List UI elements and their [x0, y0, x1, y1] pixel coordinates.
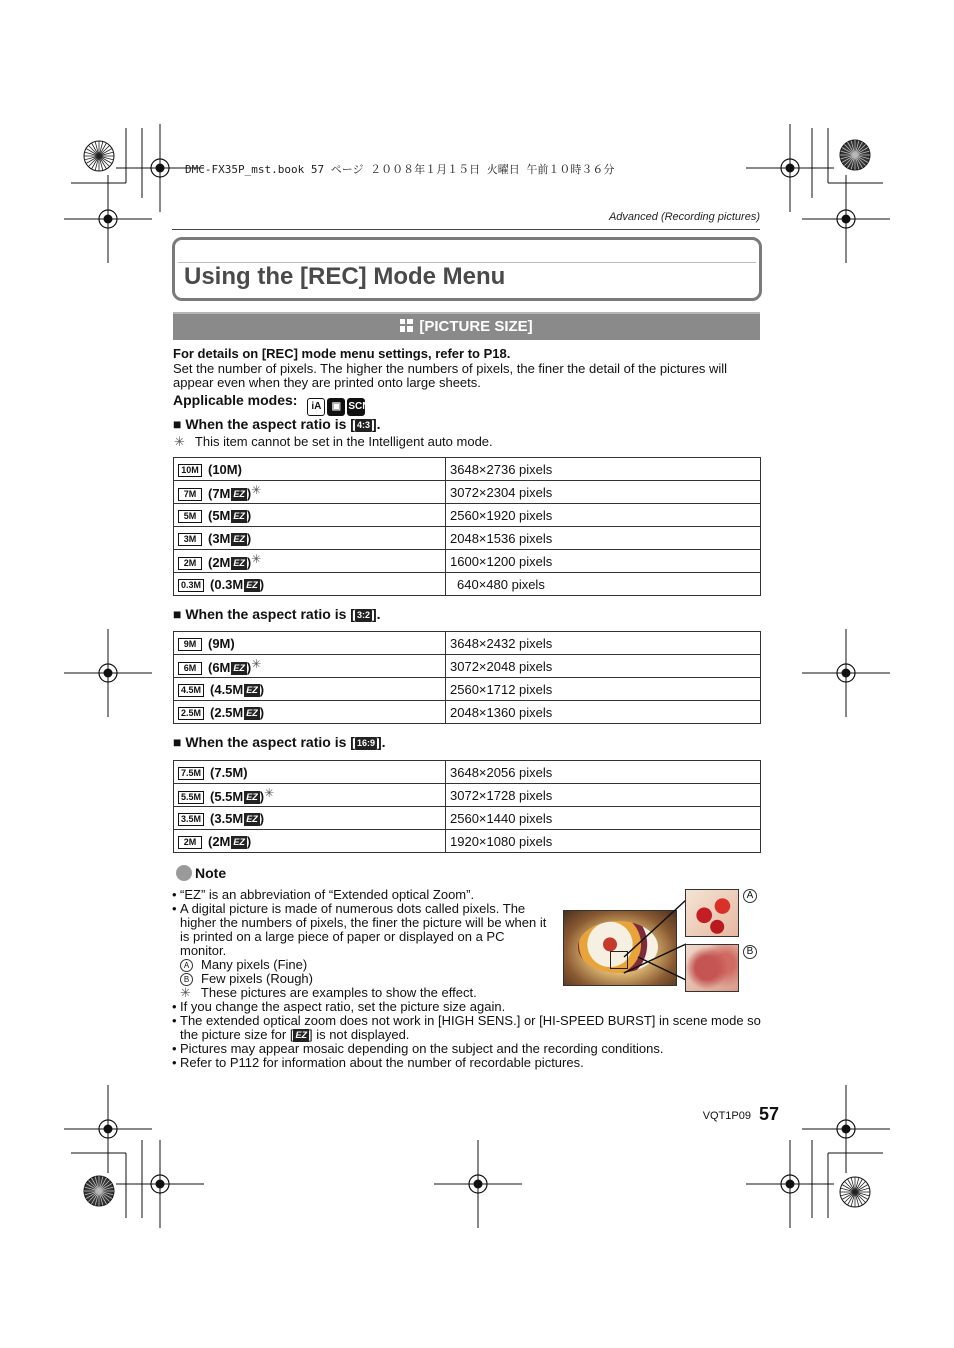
size-name-cell [174, 655, 446, 678]
size-table-16-9 [173, 760, 761, 853]
size-label: (10M) [208, 461, 242, 477]
ez-icon: EZ [233, 558, 245, 568]
size-label-close: ) [259, 789, 265, 804]
size-table-3-2 [173, 631, 761, 724]
ez-icon: EZ [233, 836, 245, 847]
size-row [174, 481, 761, 504]
size-name-cell [174, 761, 446, 784]
size-row [174, 678, 761, 701]
pixels-cell: 2048×1360 pixels [446, 701, 761, 724]
size-name-cell [174, 458, 446, 481]
label-b-icon: B [180, 973, 193, 986]
note-icon [176, 865, 192, 881]
scene-mode-icon: SCN [347, 398, 365, 416]
picture-size-icon: 4.5M [178, 684, 204, 697]
aspect-heading-text: ■ When the aspect ratio is [ [173, 734, 355, 750]
size-label: (3.5M [210, 810, 244, 826]
pixels-cell: 1920×1080 pixels [446, 830, 761, 853]
menu-item-heading [173, 318, 760, 335]
note-item: • Pictures may appear mosaic depending on the subject and the recording conditions. [172, 1042, 762, 1056]
menu-item-bar [173, 312, 760, 340]
size-name-cell [174, 784, 446, 807]
size-label-close: ) [246, 507, 252, 523]
header-rule [172, 229, 760, 230]
size-name-cell [174, 830, 446, 853]
size-label-close: ) [246, 833, 252, 849]
menu-item-label: [PICTURE SIZE] [419, 318, 533, 335]
camera-mode-icon: ▣ [327, 398, 345, 416]
picture-size-icon: 6M [178, 662, 202, 675]
size-label-close: ) [259, 576, 265, 592]
size-row [174, 550, 761, 573]
pixels-cell: 3648×2432 pixels [446, 632, 761, 655]
ez-icon: EZ [246, 684, 258, 695]
size-name-cell [174, 701, 446, 724]
ez-icon: EZ [233, 663, 245, 673]
pixels-cell: 2560×1712 pixels [446, 678, 761, 701]
size-row [174, 527, 761, 550]
pixels-cell: 2048×1536 pixels [446, 527, 761, 550]
size-label: (3M [208, 530, 231, 546]
pixels-cell: 1600×1200 pixels [446, 550, 761, 573]
aspect-16-9-icon: 16:9 [356, 738, 375, 748]
page-title: Using the [REC] Mode Menu [184, 263, 506, 290]
pixels-cell: 640×480 pixels [446, 573, 761, 596]
size-label-close: ) [259, 704, 265, 720]
size-row [174, 573, 761, 596]
note-item-text-end: ] is not displayed. [308, 1027, 410, 1042]
size-name-cell [174, 550, 446, 573]
note-item: • A digital picture is made of numerous dots called pixels. The higher the numbers of pixels, the finer the picture will be when it is printed on a large piece of paper or displayed on a PC monitor. [172, 902, 552, 958]
footnote-text: This item cannot be set in the Intelligent auto mode. [194, 434, 493, 449]
size-label: (2.5M [210, 704, 244, 720]
aspect-heading-end: ]. [371, 606, 381, 622]
aspect-heading-16-9 [173, 734, 386, 750]
size-label: (5M [208, 507, 231, 523]
size-label: (2M [208, 833, 231, 849]
size-name-cell [174, 527, 446, 550]
label-a-icon: A [180, 959, 193, 972]
size-label: (7M [208, 486, 231, 501]
aspect-heading-3-2 [173, 606, 381, 622]
picture-size-icon: 3M [178, 533, 202, 546]
size-row [174, 784, 761, 807]
zoom-connector-lines [560, 880, 700, 1000]
size-row [174, 807, 761, 830]
size-label: (9M) [208, 635, 235, 651]
picture-size-icon: 2M [178, 836, 202, 849]
page-number: 57 [758, 1104, 779, 1124]
ez-icon: EZ [295, 1030, 307, 1040]
picture-size-icon: 5M [178, 510, 202, 523]
note-sub-star-text: These pictures are examples to show the effect. [200, 985, 477, 1000]
ez-icon: EZ [246, 792, 258, 802]
note-heading [176, 865, 226, 881]
size-label: (2M [208, 555, 231, 570]
size-label-close: ) [246, 530, 252, 546]
size-name-cell [174, 678, 446, 701]
size-label-close: ) [246, 486, 252, 501]
footnote [174, 434, 493, 450]
aspect-heading-4-3 [173, 416, 381, 432]
picture-size-icon: 0.3M [178, 579, 204, 592]
picture-size-icon: 2M [178, 557, 202, 570]
size-row [174, 458, 761, 481]
section-header: Advanced (Recording pictures) [608, 211, 760, 223]
footnote-star: ✳ [251, 552, 262, 566]
pixels-cell: 3648×2736 pixels [446, 458, 761, 481]
model-code: VQT1P09 [702, 1110, 751, 1122]
size-label-close: ) [259, 681, 265, 697]
pixels-cell: 2560×1920 pixels [446, 504, 761, 527]
note-star: ✳ [180, 985, 191, 1000]
aspect-heading-end: ]. [376, 734, 386, 750]
picture-size-icon: 10M [178, 464, 202, 477]
label-b: B [743, 945, 757, 959]
intro-bold: For details on [REC] mode menu settings, refer to P18. [173, 346, 511, 361]
applicable-modes-label: Applicable modes: [173, 392, 298, 408]
pixels-cell: 2560×1440 pixels [446, 807, 761, 830]
pixels-cell: 3648×2056 pixels [446, 761, 761, 784]
size-label-close: ) [259, 810, 265, 826]
ez-icon: EZ [233, 510, 245, 521]
picture-size-icon: 3.5M [178, 813, 204, 826]
note-item: • Refer to P112 for information about the number of recordable pictures. [172, 1056, 762, 1070]
size-row [174, 761, 761, 784]
size-label: (4.5M [210, 681, 244, 697]
aspect-heading-text: ■ When the aspect ratio is [ [173, 416, 355, 432]
intelligent-auto-mode-icon: iA [307, 398, 325, 416]
size-label-close: ) [246, 555, 252, 570]
applicable-modes [173, 392, 370, 416]
label-a: A [743, 889, 757, 903]
size-name-cell [174, 481, 446, 504]
aspect-heading-text: ■ When the aspect ratio is [ [173, 606, 355, 622]
picture-size-icon [400, 319, 413, 332]
aspect-4-3-icon: 4:3 [356, 420, 370, 430]
size-name-cell [174, 632, 446, 655]
size-row [174, 504, 761, 527]
pixels-cell: 3072×2304 pixels [446, 481, 761, 504]
note-sub-a-text: Many pixels (Fine) [201, 957, 308, 972]
size-row [174, 830, 761, 853]
picture-size-icon: 2.5M [178, 707, 204, 720]
size-name-cell [174, 807, 446, 830]
footnote-star: ✳ [264, 786, 275, 800]
size-name-cell [174, 573, 446, 596]
note-item: • “EZ” is an abbreviation of “Extended optical Zoom”. [172, 888, 762, 902]
size-row [174, 655, 761, 678]
pixels-cell: 3072×1728 pixels [446, 784, 761, 807]
note-item: • If you change the aspect ratio, set the picture size again. [172, 1000, 762, 1014]
example-photo-fine [685, 889, 739, 937]
footnote-star: ✳ [174, 434, 185, 449]
note-title: Note [195, 865, 227, 881]
aspect-heading-end: ]. [371, 416, 381, 432]
note-item [172, 1014, 762, 1042]
pixels-cell: 3072×2048 pixels [446, 655, 761, 678]
note-item-text: The extended optical zoom does not work in [HIGH SENS.] or [HI-SPEED BURST] in scene mode so the picture size for [ [180, 1013, 761, 1042]
aspect-3-2-icon: 3:2 [356, 610, 370, 620]
ez-icon: EZ [246, 579, 258, 590]
print-info-line: DMC-FX35P_mst.book 57 ページ ２００８年１月１５日 火曜日 午前１０時３６分 [185, 163, 615, 176]
size-label: (7.5M) [210, 764, 248, 780]
size-label: (5.5M [210, 789, 244, 804]
picture-size-icon: 9M [178, 638, 202, 651]
size-name-cell [174, 504, 446, 527]
intro-description: Set the number of pixels. The higher the numbers of pixels, the finer the detail of the pictures will appear even when they are printed onto large sheets. [173, 361, 728, 390]
ez-icon: EZ [233, 533, 245, 544]
picture-size-icon: 5.5M [178, 791, 204, 804]
size-label: (0.3M [210, 576, 244, 592]
picture-size-icon: 7.5M [178, 767, 204, 780]
size-table-4-3 [173, 457, 761, 596]
ez-icon: EZ [246, 813, 258, 824]
size-label-close: ) [246, 660, 252, 675]
ez-icon: EZ [233, 489, 245, 499]
example-photo-rough [685, 944, 739, 992]
ez-icon: EZ [246, 707, 258, 718]
footnote-star: ✳ [251, 657, 262, 671]
size-row [174, 701, 761, 724]
size-row [174, 632, 761, 655]
note-sub-b-text: Few pixels (Rough) [201, 971, 313, 986]
size-label: (6M [208, 660, 231, 675]
picture-size-icon: 7M [178, 488, 202, 501]
footnote-star: ✳ [251, 483, 262, 497]
